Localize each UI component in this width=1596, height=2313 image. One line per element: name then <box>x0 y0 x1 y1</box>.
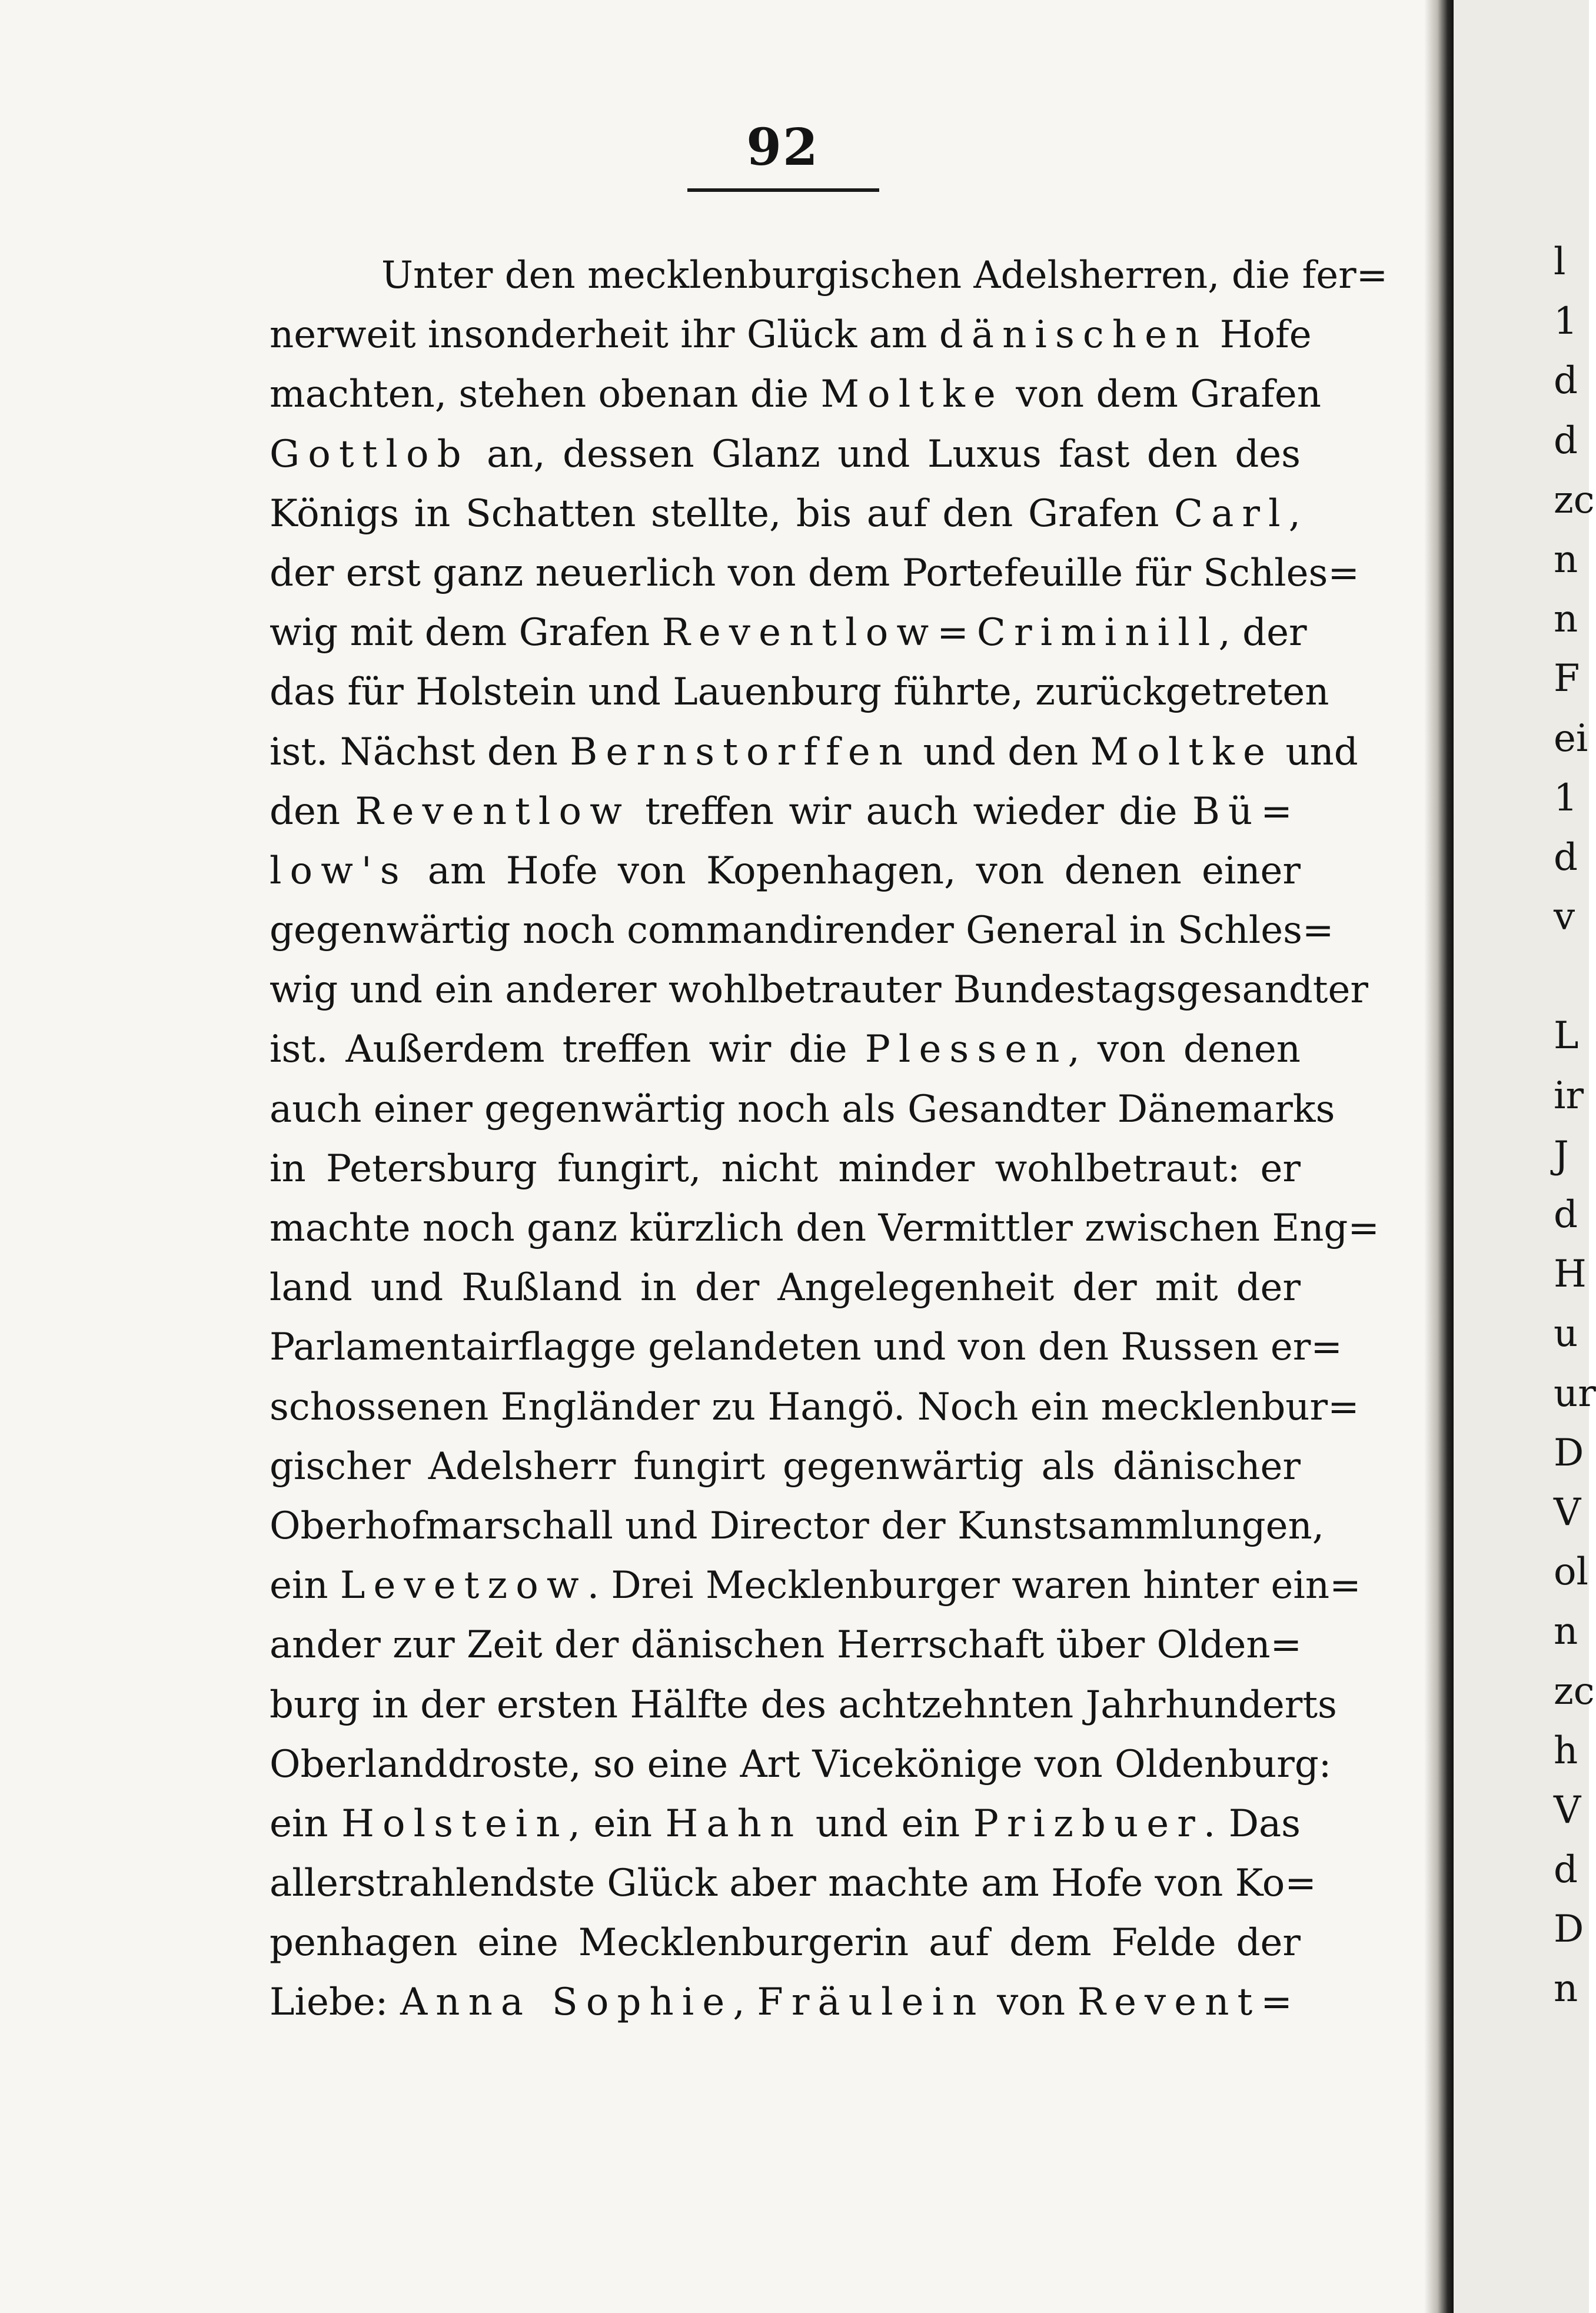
edge-letter: F <box>1554 657 1580 701</box>
spaced-name: Holstein <box>341 1802 568 1846</box>
text-segment: , ein <box>568 1802 666 1846</box>
text-segment: von dem Grafen <box>1003 373 1321 417</box>
text-line <box>270 1556 1361 1616</box>
spaced-name: Gottlob <box>270 432 470 476</box>
text-segment: am Hofe von Kopenhagen, von denen einer <box>407 849 1301 893</box>
spaced-name: Reventlow=Criminill <box>661 611 1219 655</box>
edge-letter: ei <box>1554 716 1588 760</box>
edge-letter: n <box>1554 537 1578 581</box>
spaced-name: dänischen <box>939 313 1208 357</box>
text-segment: und den <box>911 730 1090 774</box>
edge-gap <box>1554 947 1589 1006</box>
text-segment: Oberhofmarschall und Director der Kunstsammlungen, <box>270 1504 1325 1548</box>
text-segment: machte noch ganz kürzlich den Vermittler zwischen Eng= <box>270 1207 1379 1250</box>
edge-letter: D <box>1554 1431 1584 1475</box>
edge-letter: D <box>1554 1907 1584 1952</box>
spaced-name: Prizbuer <box>973 1802 1203 1846</box>
text-segment: . Drei Mecklenburger waren hinter ein= <box>587 1564 1361 1608</box>
edge-letter: zc <box>1554 478 1595 522</box>
text-line <box>270 544 1359 603</box>
spaced-name: Moltke <box>820 373 1004 417</box>
text-segment: machten, stehen obenan die <box>270 373 821 417</box>
edge-letter: J <box>1554 1133 1569 1177</box>
edge-letter: l <box>1554 240 1566 284</box>
spaced-name: Reventlow <box>355 789 630 833</box>
text-segment: , der <box>1218 611 1307 655</box>
page-number: 92 <box>746 118 819 177</box>
text-segment: in Petersburg fungirt, nicht minder wohlbetraut: er <box>270 1146 1301 1191</box>
text-line <box>270 961 1368 1020</box>
text-segment: Liebe: <box>270 1980 400 2025</box>
text-segment: , <box>733 1980 757 2025</box>
edge-letter: L <box>1554 1014 1579 1058</box>
text-line <box>270 1913 1301 1973</box>
edge-letter: n <box>1554 1610 1578 1654</box>
text-segment: auch einer gegenwärtig noch als Gesandter Dänemarks <box>270 1087 1335 1131</box>
text-segment: Parlamentairflagge gelandeten und von den Russen er= <box>270 1325 1342 1370</box>
text-line <box>270 723 1358 782</box>
text-line <box>270 305 1312 365</box>
spaced-name: Hahn <box>665 1802 803 1846</box>
text-segment: . Das <box>1203 1802 1301 1846</box>
text-segment: schossenen Engländer zu Hangö. Noch ein mecklenbur= <box>270 1385 1359 1429</box>
text-line <box>270 1497 1325 1556</box>
edge-letter: 1 <box>1554 300 1578 344</box>
edge-letter: ir <box>1554 1074 1584 1118</box>
text-segment: Oberlanddroste, so eine Art Vicekönige von Oldenburg: <box>270 1742 1332 1786</box>
text-line <box>270 1735 1332 1794</box>
text-line <box>270 1437 1301 1497</box>
text-segment: und ein <box>802 1802 973 1846</box>
text-line <box>270 663 1329 722</box>
spaced-name: Plessen <box>864 1028 1068 1072</box>
body-text <box>270 246 1388 2033</box>
edge-letter: d <box>1554 418 1578 463</box>
text-line <box>270 901 1334 961</box>
text-segment: allerstrahlendste Glück aber machte am Hofe von Ko= <box>270 1862 1316 1906</box>
spaced-name: Anna Sophie <box>400 1980 733 2025</box>
text-line <box>270 1616 1301 1675</box>
text-segment: an, dessen Glanz und Luxus fast den des <box>469 432 1301 476</box>
text-line <box>270 1973 1301 2032</box>
spaced-name: Levetzow <box>340 1564 587 1608</box>
text-segment: das für Holstein und Lauenburg führte, zurückgetreten <box>270 670 1329 714</box>
text-line <box>270 1139 1301 1199</box>
text-segment: den <box>270 789 355 833</box>
text-segment: land und Rußland in der Angelegenheit der mit der <box>270 1266 1301 1310</box>
text-line <box>270 1080 1335 1139</box>
text-segment: ein <box>270 1802 342 1846</box>
spaced-name: Carl <box>1174 491 1289 536</box>
spaced-name: Bü= <box>1192 789 1301 833</box>
edge-letter: u <box>1554 1312 1578 1356</box>
text-segment: nerweit insonderheit ihr Glück am <box>270 313 939 357</box>
text-line <box>270 425 1301 484</box>
text-line <box>270 1794 1301 1854</box>
text-line <box>270 1199 1379 1258</box>
text-segment: ist. Außerdem treffen wir die <box>270 1028 865 1072</box>
text-segment: Unter den mecklenburgischen Adelsherren, die fer= <box>381 254 1388 297</box>
text-line <box>270 1378 1359 1437</box>
edge-letter: d <box>1554 1193 1578 1237</box>
edge-letter: n <box>1554 597 1578 642</box>
spaced-name: Fräulein <box>757 1980 985 2025</box>
text-line <box>270 782 1301 842</box>
text-segment: , von denen <box>1068 1028 1301 1072</box>
text-line <box>270 1020 1301 1079</box>
text-line <box>270 484 1301 544</box>
edge-letter: V <box>1554 1788 1581 1832</box>
spaced-name: Bernstorffen <box>570 730 912 774</box>
text-segment: , <box>1288 491 1301 536</box>
text-line <box>270 603 1307 663</box>
edge-letter: zc <box>1554 1669 1595 1713</box>
edge-letter: n <box>1554 1967 1578 2011</box>
edge-letter: v <box>1554 895 1575 939</box>
page-number-rule <box>687 188 879 192</box>
edge-letter: h <box>1554 1729 1578 1773</box>
text-line <box>270 246 1388 305</box>
edge-letter: d <box>1554 835 1578 879</box>
text-segment: gegenwärtig noch commandirender General in Schles= <box>270 909 1334 953</box>
spaced-name: low's <box>270 849 408 893</box>
edge-letter: V <box>1554 1490 1581 1534</box>
text-segment: burg in der ersten Hälfte des achtzehnten Jahrhunderts <box>270 1683 1337 1727</box>
spaced-name: Revent= <box>1077 1980 1301 2025</box>
text-line <box>270 1258 1301 1318</box>
edge-letter: ur <box>1554 1371 1596 1415</box>
text-line <box>270 1854 1316 1913</box>
text-segment: Königs in Schatten stellte, bis auf den Grafen <box>270 491 1175 536</box>
edge-letter: d <box>1554 359 1578 403</box>
text-segment: ander zur Zeit der dänischen Herrschaft über Olden= <box>270 1623 1302 1667</box>
text-segment: gischer Adelsherr fungirt gegenwärtig als dänischer <box>270 1444 1301 1488</box>
edge-letter: 1 <box>1554 776 1578 820</box>
book-gutter-shadow <box>1424 0 1454 2313</box>
text-line <box>270 842 1301 901</box>
text-segment: Hofe <box>1208 313 1312 357</box>
edge-letter: ol <box>1554 1550 1588 1594</box>
text-line <box>270 365 1321 424</box>
text-segment: der erst ganz neuerlich von dem Portefeuille für Schles= <box>270 551 1359 595</box>
text-segment: ein <box>270 1564 340 1608</box>
text-line <box>270 1676 1337 1735</box>
text-segment: ist. Nächst den <box>270 730 570 774</box>
text-segment: wig und ein anderer wohlbetrauter Bundestagsgesandter <box>270 968 1368 1012</box>
spaced-name: Moltke <box>1090 730 1274 774</box>
edge-letter: d <box>1554 1848 1578 1892</box>
next-page-edge-text <box>1554 232 1596 2019</box>
edge-letter: H <box>1554 1252 1587 1297</box>
text-line <box>270 1318 1342 1377</box>
text-segment: penhagen eine Mecklenburgerin auf dem Felde der <box>270 1921 1301 1965</box>
text-segment: von <box>985 1980 1078 2025</box>
text-segment: wig mit dem Grafen <box>270 611 662 655</box>
text-segment: treffen wir auch wieder die <box>630 789 1192 833</box>
text-segment: und <box>1273 730 1358 774</box>
